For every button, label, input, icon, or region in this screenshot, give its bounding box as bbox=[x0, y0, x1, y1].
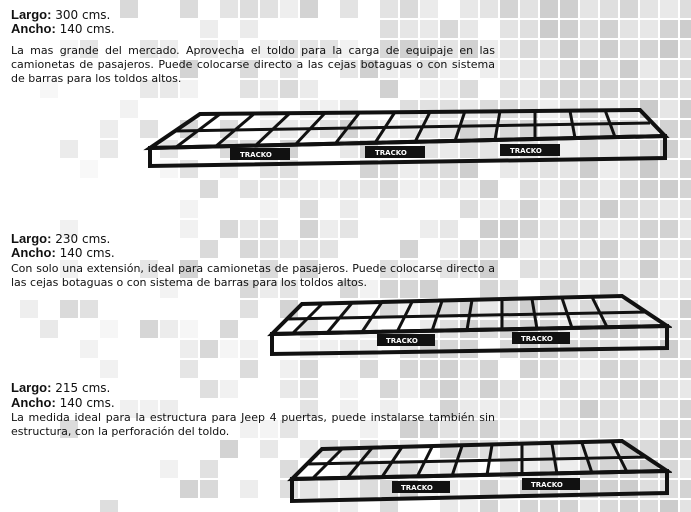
background-tile bbox=[180, 0, 198, 18]
background-tile bbox=[620, 400, 638, 418]
background-tile bbox=[660, 0, 678, 18]
background-tile bbox=[660, 180, 678, 198]
background-tile bbox=[560, 420, 578, 438]
background-tile bbox=[600, 420, 618, 438]
width-label: Ancho: bbox=[11, 395, 56, 410]
brand-tag: TRACKO bbox=[240, 151, 272, 159]
background-tile bbox=[500, 240, 518, 258]
background-tile bbox=[400, 380, 418, 398]
background-tile bbox=[540, 220, 558, 238]
background-tile bbox=[380, 20, 398, 38]
background-tile bbox=[100, 120, 118, 138]
background-tile bbox=[440, 220, 458, 238]
background-tile bbox=[640, 260, 658, 278]
background-tile bbox=[680, 300, 691, 318]
brand-tag: TRACKO bbox=[521, 335, 553, 343]
background-tile bbox=[220, 220, 238, 238]
background-tile bbox=[600, 180, 618, 198]
background-tile bbox=[600, 380, 618, 398]
background-tile bbox=[420, 180, 438, 198]
roof-rack-image bbox=[282, 437, 672, 507]
background-tile bbox=[520, 380, 538, 398]
background-tile bbox=[100, 360, 118, 378]
background-tile bbox=[680, 360, 691, 378]
background-tile bbox=[660, 360, 678, 378]
brand-tag: TRACKO bbox=[510, 147, 542, 155]
background-tile bbox=[540, 240, 558, 258]
background-tile bbox=[520, 220, 538, 238]
background-tile bbox=[460, 20, 478, 38]
background-tile bbox=[300, 0, 318, 18]
background-tile bbox=[320, 180, 338, 198]
background-tile bbox=[220, 340, 238, 358]
background-tile bbox=[680, 60, 691, 78]
background-tile bbox=[560, 380, 578, 398]
background-tile bbox=[520, 40, 538, 58]
background-tile bbox=[100, 320, 118, 338]
background-tile bbox=[340, 380, 358, 398]
background-tile bbox=[580, 240, 598, 258]
background-tile bbox=[600, 80, 618, 98]
background-tile bbox=[680, 380, 691, 398]
background-tile bbox=[660, 420, 678, 438]
background-tile bbox=[240, 480, 258, 498]
background-tile bbox=[500, 40, 518, 58]
background-tile bbox=[500, 200, 518, 218]
background-tile bbox=[600, 200, 618, 218]
background-tile bbox=[680, 340, 691, 358]
background-tile bbox=[460, 180, 478, 198]
background-tile bbox=[580, 220, 598, 238]
width-spec bbox=[11, 396, 115, 410]
background-tile bbox=[300, 360, 318, 378]
background-tile bbox=[680, 280, 691, 298]
background-tile bbox=[540, 200, 558, 218]
background-tile bbox=[600, 260, 618, 278]
background-tile bbox=[240, 220, 258, 238]
background-tile bbox=[480, 200, 498, 218]
background-tile bbox=[640, 180, 658, 198]
background-tile bbox=[480, 180, 498, 198]
background-tile bbox=[420, 0, 438, 18]
background-tile bbox=[680, 100, 691, 118]
background-tile bbox=[520, 420, 538, 438]
background-tile bbox=[280, 360, 298, 378]
background-tile bbox=[300, 200, 318, 218]
background-tile bbox=[440, 20, 458, 38]
background-tile bbox=[580, 200, 598, 218]
background-tile bbox=[620, 220, 638, 238]
background-tile bbox=[200, 480, 218, 498]
background-tile bbox=[460, 380, 478, 398]
background-tile bbox=[600, 40, 618, 58]
background-tile bbox=[580, 0, 598, 18]
background-tile bbox=[480, 360, 498, 378]
product-description: Con solo una extensión, ideal para camionetas de pasajeros. Puede colocarse directo a las cejas botaguas o con sistema de barras para los toldos altos. bbox=[11, 262, 495, 289]
background-tile bbox=[680, 320, 691, 338]
background-tile bbox=[640, 220, 658, 238]
background-tile bbox=[620, 80, 638, 98]
background-tile bbox=[620, 240, 638, 258]
background-tile bbox=[580, 40, 598, 58]
background-tile bbox=[400, 360, 418, 378]
background-tile bbox=[680, 120, 691, 138]
background-tile bbox=[680, 500, 691, 512]
background-tile bbox=[620, 0, 638, 18]
background-tile bbox=[240, 0, 258, 18]
background-tile bbox=[280, 240, 298, 258]
background-tile bbox=[680, 140, 691, 158]
background-tile bbox=[580, 260, 598, 278]
background-tile bbox=[320, 240, 338, 258]
background-tile bbox=[680, 80, 691, 98]
background-tile bbox=[620, 200, 638, 218]
background-tile bbox=[480, 220, 498, 238]
background-tile bbox=[580, 360, 598, 378]
background-tile bbox=[480, 380, 498, 398]
background-tile bbox=[100, 500, 118, 512]
background-tile bbox=[520, 80, 538, 98]
background-tile bbox=[660, 400, 678, 418]
background-tile bbox=[460, 240, 478, 258]
background-tile bbox=[100, 140, 118, 158]
background-tile bbox=[620, 60, 638, 78]
background-tile bbox=[400, 240, 418, 258]
background-tile bbox=[400, 20, 418, 38]
width-value: 140 cms. bbox=[59, 246, 115, 260]
background-tile bbox=[600, 20, 618, 38]
background-tile bbox=[680, 0, 691, 18]
background-tile bbox=[680, 40, 691, 58]
background-tile bbox=[180, 320, 198, 338]
background-tile bbox=[180, 200, 198, 218]
background-tile bbox=[60, 140, 78, 158]
background-tile bbox=[580, 400, 598, 418]
background-tile bbox=[240, 360, 258, 378]
background-tile bbox=[440, 360, 458, 378]
background-tile bbox=[280, 380, 298, 398]
background-tile bbox=[680, 240, 691, 258]
background-tile bbox=[200, 240, 218, 258]
background-tile bbox=[580, 380, 598, 398]
background-tile bbox=[680, 400, 691, 418]
background-tile bbox=[680, 200, 691, 218]
background-tile bbox=[560, 180, 578, 198]
background-tile bbox=[680, 260, 691, 278]
background-tile bbox=[560, 60, 578, 78]
background-tile bbox=[40, 320, 58, 338]
background-tile bbox=[540, 40, 558, 58]
background-tile bbox=[640, 20, 658, 38]
background-tile bbox=[200, 460, 218, 478]
background-tile bbox=[240, 20, 258, 38]
background-tile bbox=[600, 400, 618, 418]
background-tile bbox=[520, 240, 538, 258]
background-tile bbox=[620, 180, 638, 198]
background-tile bbox=[560, 20, 578, 38]
background-tile bbox=[620, 20, 638, 38]
product-description: La mas grande del mercado. Aprovecha el toldo para la carga de equipaje en las camionetas de pasajeros. Puede colocarse directo a las cejas botaguas o con sistema de barras para los toldos altos. bbox=[11, 44, 495, 85]
background-tile bbox=[540, 0, 558, 18]
background-tile bbox=[280, 0, 298, 18]
background-tile bbox=[380, 380, 398, 398]
length-value: 230 cms. bbox=[55, 232, 111, 246]
brand-tag: TRACKO bbox=[386, 337, 418, 345]
background-tile bbox=[640, 80, 658, 98]
background-tile bbox=[140, 320, 158, 338]
background-tile bbox=[520, 60, 538, 78]
length-label: Largo: bbox=[11, 380, 52, 395]
background-tile bbox=[420, 20, 438, 38]
background-tile bbox=[680, 440, 691, 458]
background-tile bbox=[680, 220, 691, 238]
background-tile bbox=[440, 240, 458, 258]
background-tile bbox=[240, 240, 258, 258]
background-tile bbox=[540, 380, 558, 398]
background-tile bbox=[580, 420, 598, 438]
background-tile bbox=[540, 400, 558, 418]
background-tile bbox=[540, 20, 558, 38]
background-tile bbox=[160, 460, 178, 478]
background-tile bbox=[340, 0, 358, 18]
length-label: Largo: bbox=[11, 231, 52, 246]
width-value: 140 cms. bbox=[59, 396, 115, 410]
background-tile bbox=[200, 380, 218, 398]
width-spec bbox=[11, 22, 115, 36]
background-tile bbox=[220, 0, 238, 18]
background-tile bbox=[180, 340, 198, 358]
background-tile bbox=[500, 0, 518, 18]
background-tile bbox=[640, 240, 658, 258]
background-tile bbox=[180, 220, 198, 238]
background-tile bbox=[560, 400, 578, 418]
background-tile bbox=[220, 380, 238, 398]
width-value: 140 cms. bbox=[59, 22, 115, 36]
background-tile bbox=[540, 260, 558, 278]
background-tile bbox=[640, 60, 658, 78]
background-tile bbox=[240, 180, 258, 198]
background-tile bbox=[480, 240, 498, 258]
background-tile bbox=[80, 160, 98, 178]
background-tile bbox=[560, 360, 578, 378]
background-tile bbox=[620, 40, 638, 58]
background-tile bbox=[560, 220, 578, 238]
length-label: Largo: bbox=[11, 7, 52, 22]
background-tile bbox=[380, 200, 398, 218]
background-tile bbox=[580, 80, 598, 98]
background-tile bbox=[460, 0, 478, 18]
width-label: Ancho: bbox=[11, 21, 56, 36]
background-tile bbox=[260, 220, 278, 238]
background-tile bbox=[220, 320, 238, 338]
background-tile bbox=[540, 420, 558, 438]
width-label: Ancho: bbox=[11, 245, 56, 260]
background-tile bbox=[260, 440, 278, 458]
background-tile bbox=[600, 220, 618, 238]
background-tile bbox=[420, 220, 438, 238]
background-tile bbox=[180, 480, 198, 498]
background-tile bbox=[660, 200, 678, 218]
background-tile bbox=[500, 220, 518, 238]
background-tile bbox=[60, 300, 78, 318]
background-tile bbox=[500, 80, 518, 98]
background-tile bbox=[360, 360, 378, 378]
background-tile bbox=[640, 420, 658, 438]
background-tile bbox=[340, 200, 358, 218]
background-tile bbox=[560, 260, 578, 278]
background-tile bbox=[600, 60, 618, 78]
background-tile bbox=[260, 240, 278, 258]
background-tile bbox=[620, 260, 638, 278]
background-tile bbox=[480, 0, 498, 18]
background-tile bbox=[580, 20, 598, 38]
background-tile bbox=[620, 360, 638, 378]
product-description: La medida ideal para la estructura para Jeep 4 puertas, puede instalarse también sin estructura, con la perforación del toldo. bbox=[11, 411, 495, 438]
background-tile bbox=[680, 480, 691, 498]
background-tile bbox=[660, 260, 678, 278]
background-tile bbox=[640, 40, 658, 58]
background-tile bbox=[640, 380, 658, 398]
background-tile bbox=[560, 240, 578, 258]
background-tile bbox=[340, 220, 358, 238]
background-tile bbox=[660, 40, 678, 58]
background-tile bbox=[420, 380, 438, 398]
background-tile bbox=[660, 240, 678, 258]
background-tile bbox=[500, 400, 518, 418]
background-tile bbox=[360, 180, 378, 198]
background-tile bbox=[560, 200, 578, 218]
background-tile bbox=[600, 360, 618, 378]
length-spec bbox=[11, 381, 110, 395]
background-tile bbox=[400, 0, 418, 18]
brand-tag: TRACKO bbox=[375, 149, 407, 157]
background-tile bbox=[540, 60, 558, 78]
background-tile bbox=[220, 440, 238, 458]
background-tile bbox=[520, 360, 538, 378]
background-tile bbox=[640, 200, 658, 218]
background-tile bbox=[540, 360, 558, 378]
background-tile bbox=[340, 180, 358, 198]
background-tile bbox=[180, 360, 198, 378]
background-tile bbox=[660, 20, 678, 38]
background-tile bbox=[240, 300, 258, 318]
background-tile bbox=[680, 180, 691, 198]
length-value: 300 cms. bbox=[55, 8, 111, 22]
background-tile bbox=[380, 0, 398, 18]
background-tile bbox=[520, 180, 538, 198]
background-tile bbox=[560, 80, 578, 98]
background-tile bbox=[660, 60, 678, 78]
background-tile bbox=[80, 300, 98, 318]
background-tile bbox=[500, 60, 518, 78]
background-tile bbox=[540, 180, 558, 198]
length-value: 215 cms. bbox=[55, 381, 111, 395]
background-tile bbox=[560, 0, 578, 18]
background-tile bbox=[520, 0, 538, 18]
background-tile bbox=[600, 0, 618, 18]
background-tile bbox=[440, 380, 458, 398]
brand-tag: TRACKO bbox=[531, 481, 563, 489]
background-tile bbox=[260, 0, 278, 18]
length-spec bbox=[11, 232, 110, 246]
background-tile bbox=[500, 380, 518, 398]
background-tile bbox=[280, 180, 298, 198]
background-tile bbox=[400, 180, 418, 198]
background-tile bbox=[680, 460, 691, 478]
background-tile bbox=[520, 260, 538, 278]
background-tile bbox=[500, 20, 518, 38]
background-tile bbox=[640, 0, 658, 18]
background-tile bbox=[540, 80, 558, 98]
brand-tag: TRACKO bbox=[401, 484, 433, 492]
roof-rack-image bbox=[262, 292, 672, 358]
background-tile bbox=[460, 360, 478, 378]
background-tile bbox=[380, 180, 398, 198]
background-tile bbox=[260, 180, 278, 198]
background-tile bbox=[680, 160, 691, 178]
background-tile bbox=[580, 60, 598, 78]
background-tile bbox=[640, 360, 658, 378]
background-tile bbox=[620, 420, 638, 438]
background-tile bbox=[660, 380, 678, 398]
background-tile bbox=[200, 20, 218, 38]
background-tile bbox=[300, 180, 318, 198]
length-spec bbox=[11, 8, 110, 22]
background-tile bbox=[560, 40, 578, 58]
background-tile bbox=[620, 380, 638, 398]
roof-rack-image bbox=[130, 108, 670, 170]
background-tile bbox=[200, 340, 218, 358]
background-tile bbox=[300, 220, 318, 238]
background-tile bbox=[660, 80, 678, 98]
background-tile bbox=[640, 400, 658, 418]
background-tile bbox=[160, 320, 178, 338]
background-tile bbox=[420, 360, 438, 378]
background-tile bbox=[240, 340, 258, 358]
background-tile bbox=[440, 180, 458, 198]
background-tile bbox=[660, 220, 678, 238]
background-tile bbox=[320, 220, 338, 238]
background-tile bbox=[300, 240, 318, 258]
background-tile bbox=[580, 180, 598, 198]
background-tile bbox=[80, 340, 98, 358]
background-tile bbox=[680, 420, 691, 438]
background-tile bbox=[520, 200, 538, 218]
background-tile bbox=[520, 400, 538, 418]
background-tile bbox=[500, 420, 518, 438]
background-tile bbox=[680, 20, 691, 38]
background-tile bbox=[460, 200, 478, 218]
background-tile bbox=[300, 380, 318, 398]
background-tile bbox=[120, 0, 138, 18]
background-tile bbox=[600, 240, 618, 258]
background-tile bbox=[260, 200, 278, 218]
width-spec bbox=[11, 246, 115, 260]
background-tile bbox=[200, 180, 218, 198]
background-tile bbox=[20, 300, 38, 318]
background-tile bbox=[520, 20, 538, 38]
